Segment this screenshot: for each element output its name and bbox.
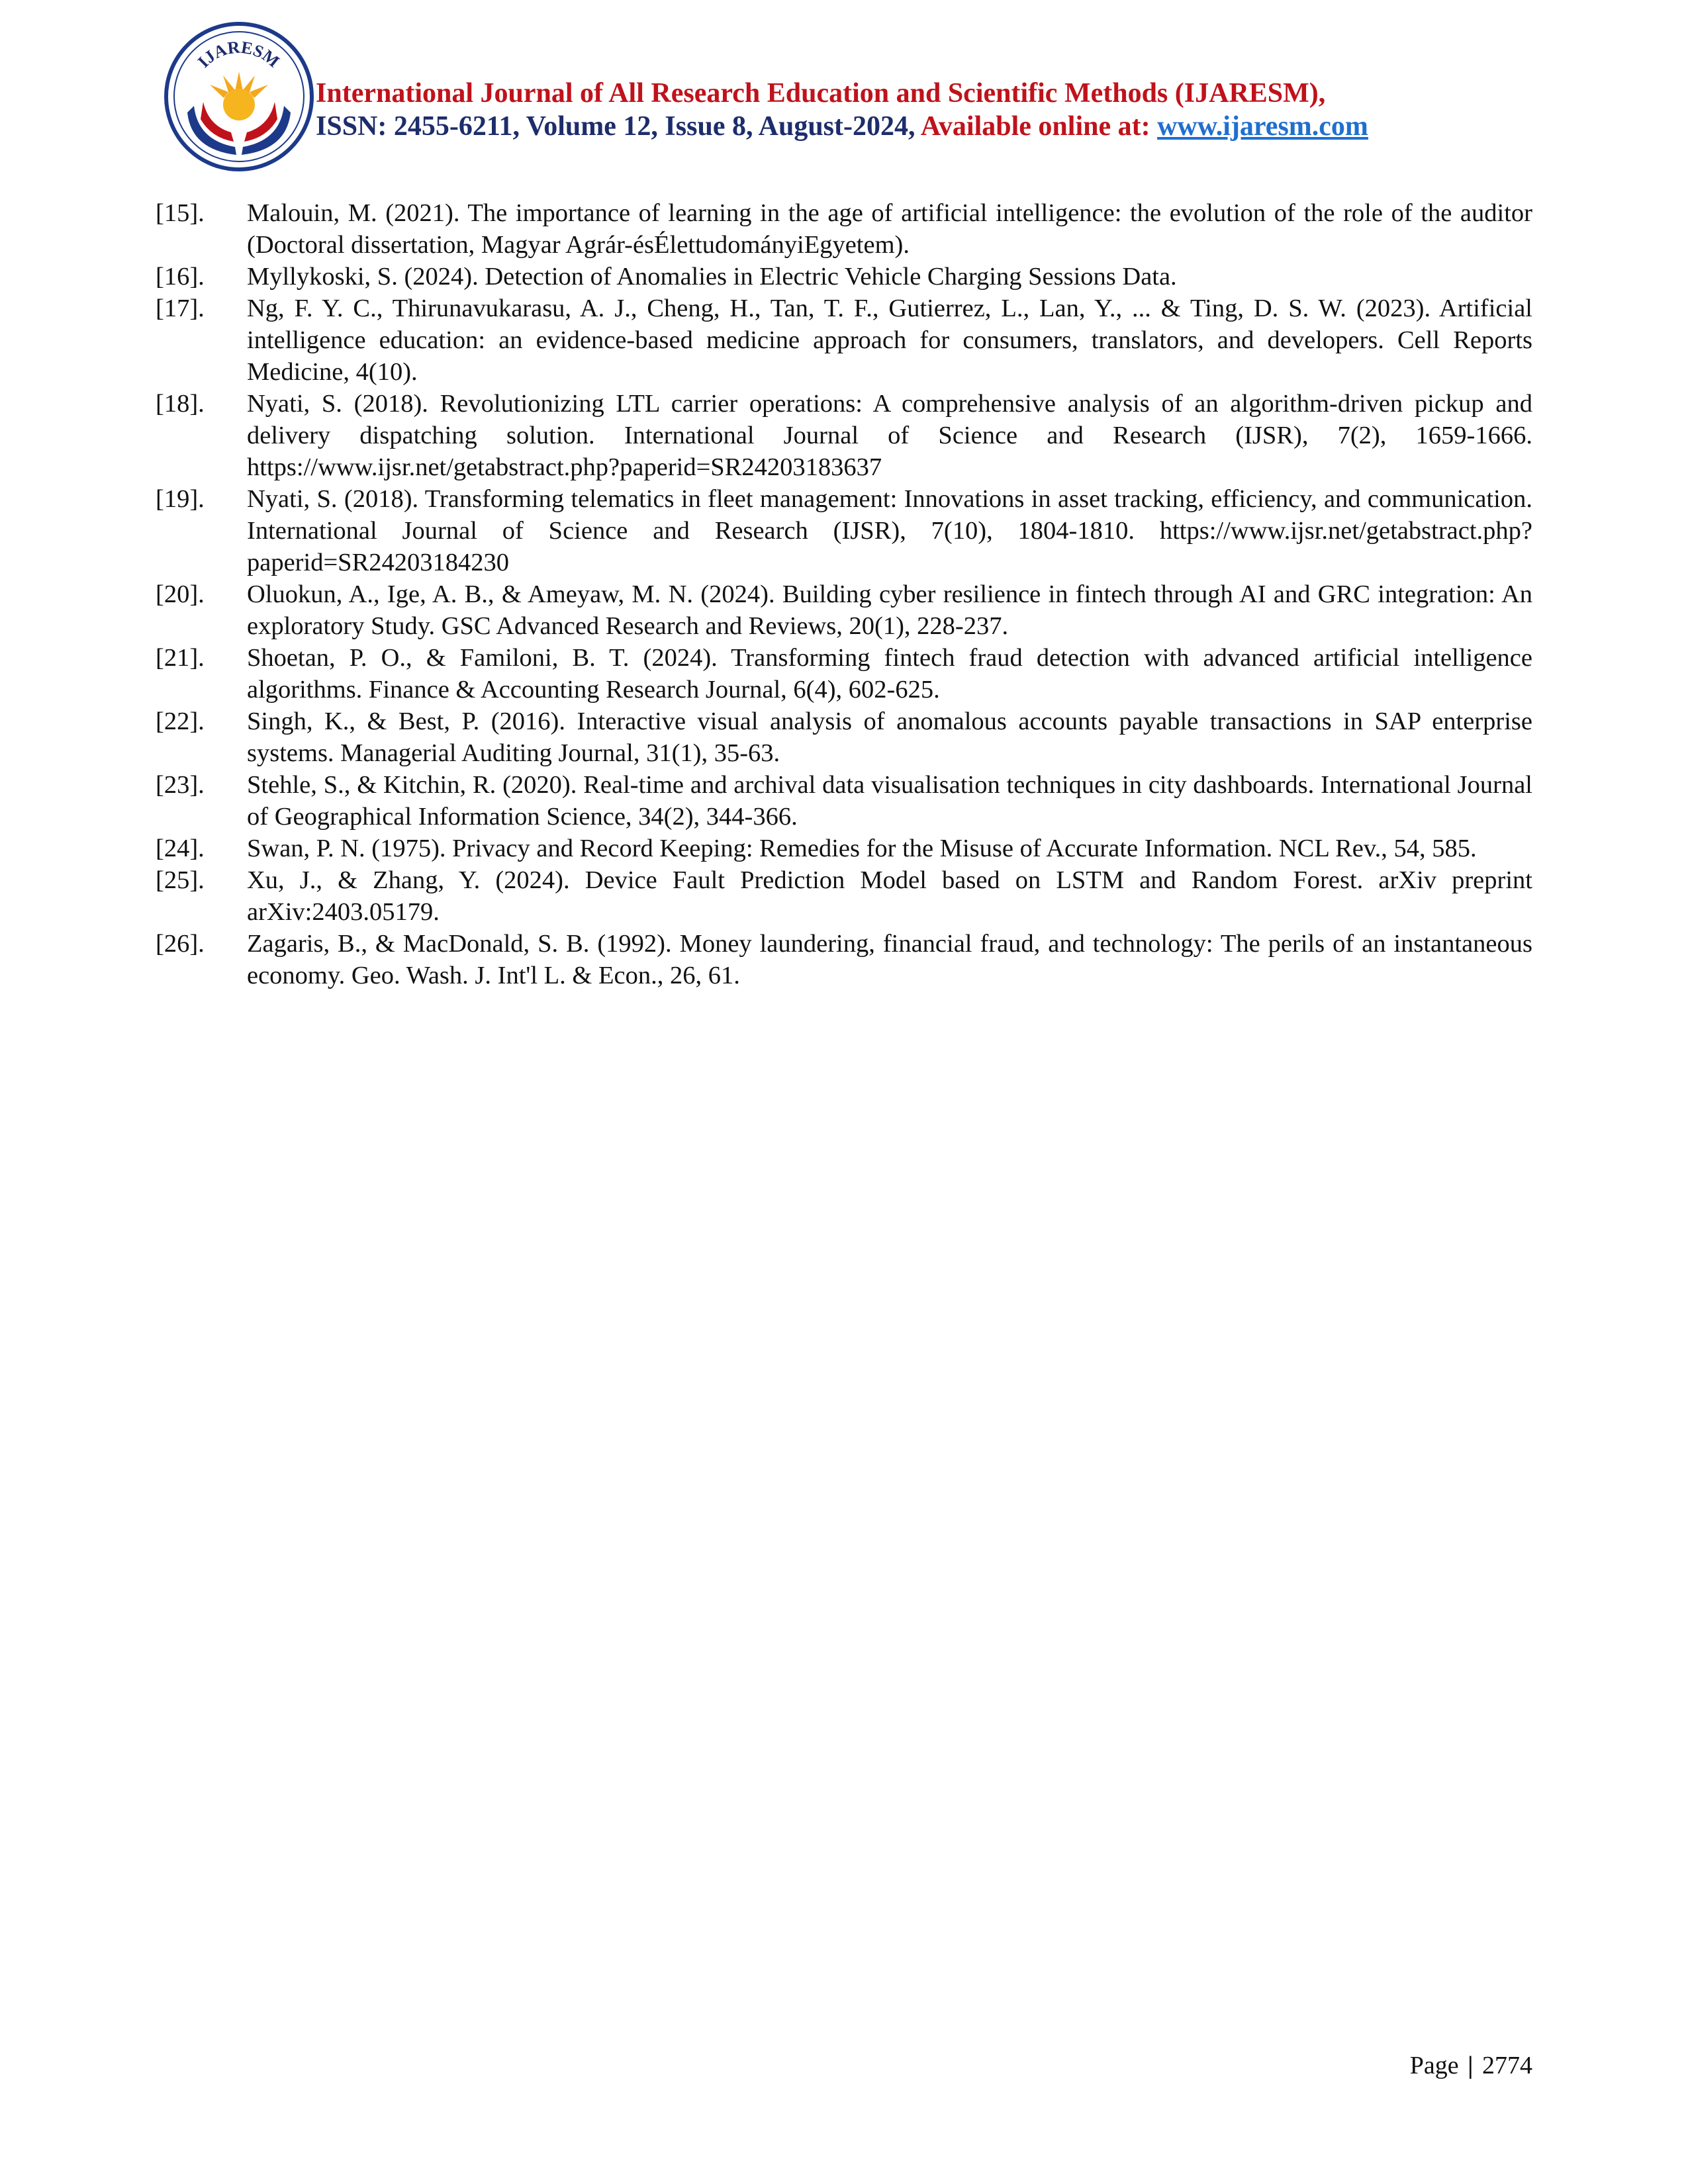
reference-number: [17]. — [156, 295, 205, 322]
reference-number: [18]. — [156, 390, 205, 418]
reference-number: [23]. — [156, 771, 205, 799]
reference-text: Singh, K., & Best, P. (2016). Interactive visual analysis of anomalous accounts payable transactions in SAP enterprise systems. Managerial Auditing Journal, 31(1), 35-63. — [247, 707, 1532, 767]
reference-item — [156, 705, 1532, 769]
reference-item — [156, 293, 1532, 388]
journal-header — [162, 20, 1552, 172]
reference-number: [20]. — [156, 580, 205, 608]
reference-item — [156, 928, 1532, 991]
reference-number: [25]. — [156, 866, 205, 894]
journal-issue-info — [316, 110, 1368, 143]
reference-number: [24]. — [156, 835, 205, 862]
reference-text: Myllykoski, S. (2024). Detection of Anomalies in Electric Vehicle Charging Sessions Data. — [247, 263, 1177, 291]
reference-text: Stehle, S., & Kitchin, R. (2020). Real-time and archival data visualisation techniques in city dashboards. International Journal of Geographical Information Science, 34(2), 344-366. — [247, 771, 1532, 831]
reference-item — [156, 833, 1532, 864]
reference-text: Zagaris, B., & MacDonald, S. B. (1992). Money laundering, financial fraud, and technology: The perils of an instantaneous economy. Geo. Wash. J. Int'l L. & Econ., 26, 61. — [247, 930, 1532, 989]
reference-text: Nyati, S. (2018). Transforming telematics in fleet management: Innovations in asset tracking, efficiency, and communication. International Journal of Science and Research (IJSR), 7(10), 1804-1810. https://www.ijsr.net/getabstract.php?paperid=SR24203184230 — [247, 485, 1532, 576]
reference-item — [156, 769, 1532, 833]
page-number: 2774 — [1482, 2052, 1532, 2079]
reference-item — [156, 261, 1532, 293]
reference-number: [19]. — [156, 485, 205, 513]
page-footer — [1410, 2050, 1532, 2081]
reference-text: Shoetan, P. O., & Familoni, B. T. (2024). Transforming fintech fraud detection with advanced artificial intelligence algorithms. Finance & Accounting Research Journal, 6(4), 602-625. — [247, 644, 1532, 704]
journal-title: International Journal of All Research Education and Scientific Methods (IJARESM), — [316, 78, 1326, 109]
page-separator: | — [1468, 2052, 1474, 2079]
reference-number: [16]. — [156, 263, 205, 291]
reference-item — [156, 864, 1532, 928]
reference-text: Xu, J., & Zhang, Y. (2024). Device Fault Prediction Model based on LSTM and Random Forest. arXiv preprint arXiv:2403.05179. — [247, 866, 1532, 926]
reference-number: [22]. — [156, 707, 205, 735]
page-label: Page — [1409, 2052, 1459, 2079]
reference-item — [156, 578, 1532, 642]
logo-wordmark: IJARESM — [193, 37, 283, 71]
reference-item — [156, 642, 1532, 705]
issn-volume-issue: ISSN: 2455-6211, Volume 12, Issue 8, August-2024, — [316, 111, 915, 142]
reference-number: [15]. — [156, 199, 205, 227]
reference-text: Nyati, S. (2018). Revolutionizing LTL carrier operations: A comprehensive analysis of an algorithm-driven pickup and delivery dispatching solution. International Journal of Science and Research (IJSR), 7(2), 1659-1666. https://www.ijsr.net/getabstract.php?paperid=SR24203183637 — [247, 390, 1532, 481]
journal-masthead — [316, 77, 1368, 143]
reference-text: Oluokun, A., Ige, A. B., & Ameyaw, M. N. (2024). Building cyber resilience in fintech through AI and GRC integration: An exploratory Study. GSC Advanced Research and Reviews, 20(1), 228-237. — [247, 580, 1532, 640]
reference-item — [156, 197, 1532, 261]
reference-text: Malouin, M. (2021). The importance of learning in the age of artificial intelligence: the evolution of the role of the auditor (Doctoral dissertation, Magyar Agrár-ésÉlettudományiEgyetem). — [247, 199, 1532, 259]
reference-text: Ng, F. Y. C., Thirunavukarasu, A. J., Cheng, H., Tan, T. F., Gutierrez, L., Lan, Y., ... & Ting, D. S. W. (2023). Artificial intelligence education: an evidence-based medicine approach for consumers, translators, and developers. Cell Reports Medicine, 4(10). — [247, 295, 1532, 386]
reference-item — [156, 483, 1532, 578]
journal-logo — [162, 20, 316, 173]
reference-number: [26]. — [156, 930, 205, 958]
reference-number: [21]. — [156, 644, 205, 672]
reference-item — [156, 388, 1532, 483]
journal-website-link[interactable]: www.ijaresm.com — [1157, 111, 1368, 142]
available-online-label: Available online at: — [920, 111, 1150, 142]
reference-text: Swan, P. N. (1975). Privacy and Record Keeping: Remedies for the Misuse of Accurate Information. NCL Rev., 54, 585. — [247, 835, 1477, 862]
reference-list — [156, 197, 1532, 991]
